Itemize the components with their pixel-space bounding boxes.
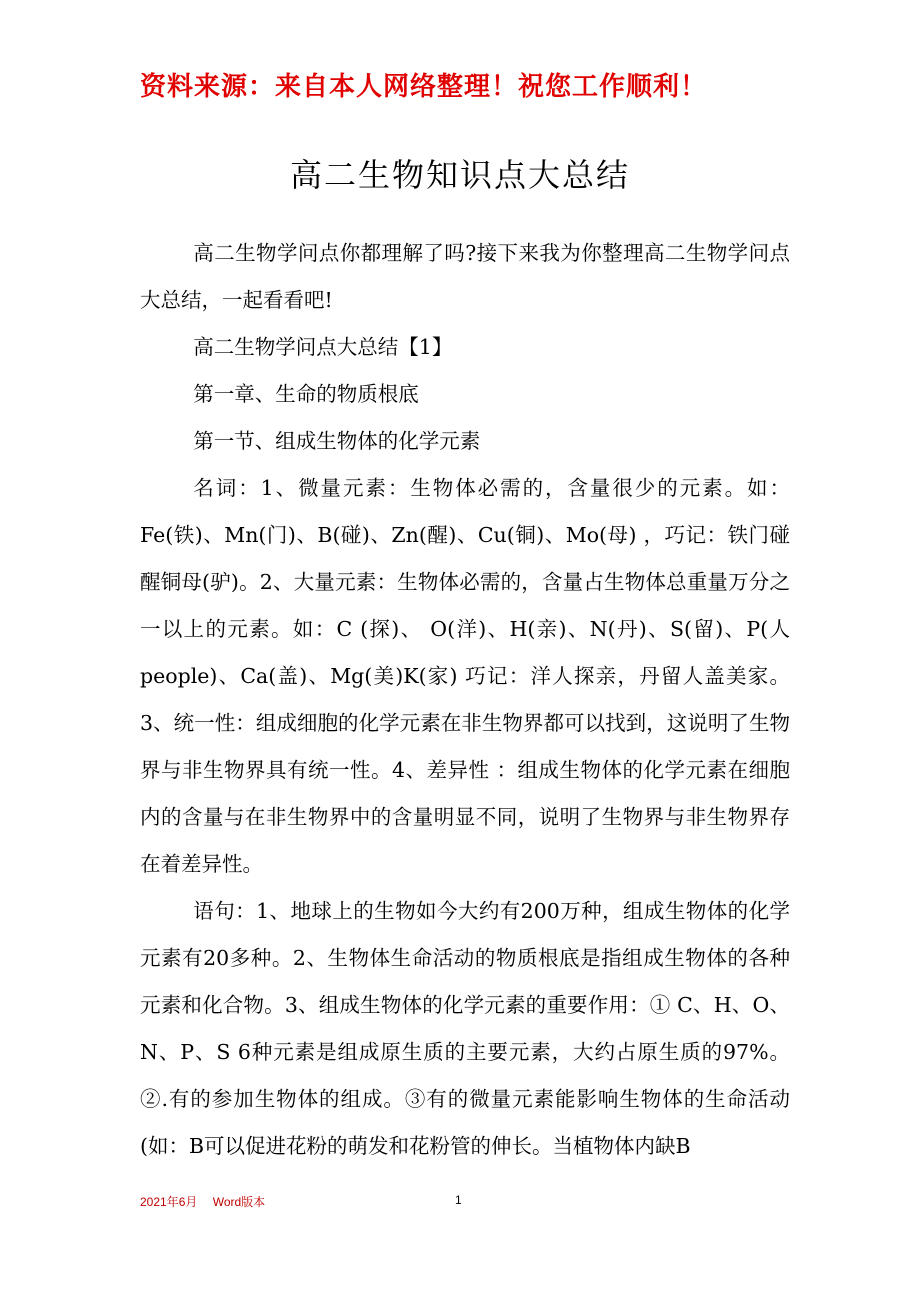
paragraph-intro: 高二生物学问点你都理解了吗?接下来我为你整理高二生物学问点大总结，一起看看吧! [140, 241, 790, 312]
paragraph-section-heading: 高二生物学问点大总结【1】 [193, 335, 453, 359]
document-title: 高二生物知识点大总结 [289, 156, 630, 194]
footer-date-version: 2021年6月 Word版本 [140, 1195, 266, 1209]
paragraph-statements: 语句：1、地球上的生物如今大约有200万种，组成生物体的化学元素有20多种。2、生物体生命活动的物质根底是指组成生物体的各种元素和化合物。3、组成生物体的化学元素的重要作用：① C、H、O、N、P、S 6种元素是组成原生质的主要元素，大约占原生质的97%。②.有的参加生物体的组成。③有的微量元素能影响生物体的生命活动(如：B可以促进花粉的萌发和花粉管的伸长。当植物体内缺B [140, 899, 790, 1158]
source-banner: 资料来源：来自本人网络整理！祝您工作顺利！ [140, 72, 708, 102]
footer-page-number: 1 [455, 1193, 462, 1207]
paragraph-chapter: 第一章、生命的物质根底 [193, 382, 419, 406]
paragraph-subsection: 第一节、组成生物体的化学元素 [193, 429, 481, 453]
document-body [140, 230, 790, 1170]
paragraph-terms: 名词：1、微量元素：生物体必需的，含量很少的元素。如：Fe(铁)、Mn(门)、B(碰)、Zn(醒)、Cu(铜)、Mo(母) ，巧记：铁门碰醒铜母(驴)。2、大量元素：生物体必需的，含量占生物体总重量万分之一以上的元素。如：C (探)、 O(洋)、H(亲)、N(丹)、S(留)、P(人people)、Ca(盖)、Mg(美)K(家) 巧记：洋人探亲，丹留人盖美家。3、统一性：组成细胞的化学元素在非生物界都可以找到，这说明了生物界与非生物界具有统一性。4、差异性 ：组成生物体的化学元素在细胞内的含量与在非生物界中的含量明显不同，说明了生物界与非生物界存在着差异性。 [140, 476, 790, 876]
